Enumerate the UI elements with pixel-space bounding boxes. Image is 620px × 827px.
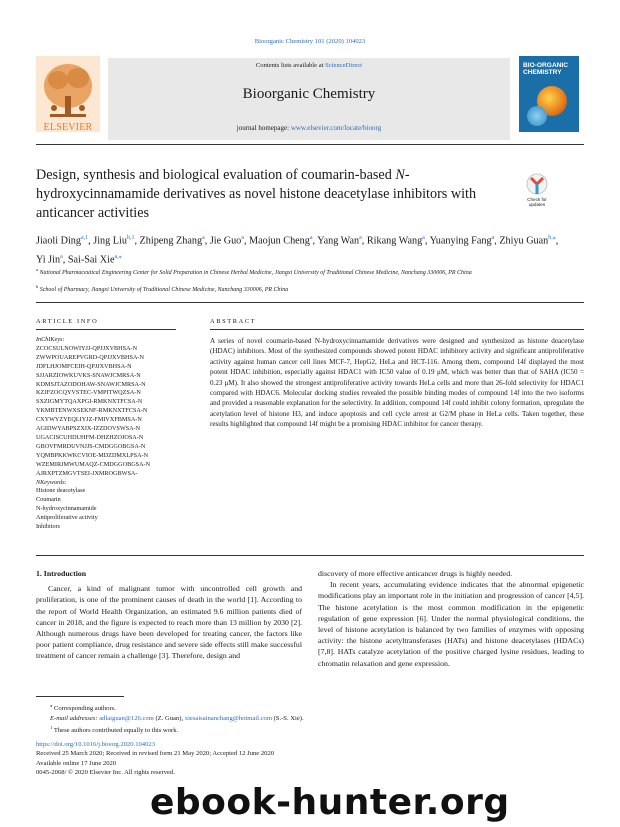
header-rule [36,144,584,145]
author-name: Jing Liu [93,235,127,247]
title-part-3: -hydroxycinnamamide derivatives as novel histone deacetylase inhibitors with anticancer activities [36,167,477,221]
journal-name: Bioorganic Chemistry [242,86,376,102]
author-name: Yuanying Fang [429,235,492,247]
author-affiliation-sup[interactable]: a [309,235,313,241]
author-name: Yi Jin [36,254,61,266]
author-separator: , [88,235,94,247]
journal-cover [519,56,579,132]
author-affiliation-sup[interactable]: a [60,254,63,261]
inchikey-list [36,345,186,479]
email-link-1[interactable]: adlaiguan@126.com [99,714,154,722]
equal-contribution-sup: 1 [50,725,53,730]
author-name: Zhipeng Zhang [139,235,203,247]
author-separator: , [361,235,367,247]
author-affiliation-sup[interactable]: b,1 [126,235,135,241]
author-name: Jie Guo [209,235,242,247]
author-name: Yang Wan [317,235,360,247]
body-column-right [318,568,584,669]
inchikey-item: WZEMIRJMWUMAQZ-CMDGGOBGSA-N [36,460,151,468]
inchikey-item: YKMBTENWXSEKNF-RMKNXTFCSA-N [36,407,148,415]
cover-title-1: BIO-ORGANIC [523,62,569,69]
homepage-prefix: journal homepage: [236,124,291,132]
equal-contribution-note: These authors contributed equally to this work. [53,727,179,735]
inchikey-item: GBOVFMRDUVNJJS-CMDGGOBGSA-N [36,442,146,450]
footnote-rule [36,696,124,697]
cover-title-2: CHEMISTRY [523,69,562,77]
keyword-list [36,487,186,532]
copyright: 0045-2068/ © 2020 Elsevier Inc. All rights reserved. [36,769,175,777]
sciencedirect-link[interactable]: ScienceDirect [325,62,363,69]
author-separator: , [243,235,250,247]
doi-link[interactable]: https://doi.org/10.1016/j.bioorg.2020.104023 [36,741,155,748]
homepage-link[interactable]: www.elsevier.com/locate/bioorg [290,124,382,132]
keywords-label: NKeywords: [36,478,67,486]
body-rule [36,555,584,556]
keyword-item: Histone deacetylase [36,487,86,495]
affiliation-a [36,266,556,277]
contents-prefix: Contents lists available at [255,62,326,69]
author-affiliation-sup[interactable]: a [241,235,244,241]
crossmark-line-2: updates [528,202,546,207]
inchikey-item: CXYWYZYEQLIYJZ-FMIVXFBMSA-N [36,416,142,424]
affiliation-a-text: National Pharmaceutical Engineering Center for Solid Preparation in Chinese Herbal Medicine, Jiangxi University of Traditional Chinese Medicine, Nanchang 330006, PR China [39,270,472,276]
homepage-line [108,124,510,132]
doi-block [36,740,336,778]
inchikeys-label: InChIKeys: [36,336,65,343]
author-affiliation-sup[interactable]: b,⁎ [548,235,556,241]
footnotes [36,701,584,736]
abstract-text: A series of novel coumarin-based N-hydroxycinnamamide derivatives were designed and synthesized as histone deacetylase (HDAC) inhibitors. Most of the synthesized compounds showed potent HDAC inhibitory activity and significant antiproliferative activity against human cancer cell lines MCF-7, HepG2, HeLa and HCT-116. Among them, compound 14f displayed the most potent HDAC inhibition, especially against HDAC1 with IC50 value of 0.19 μM, which was better than that of SAHA (IC50 = 0.23 μM). It also showed the strongest antiproliferative activity towards HeLa cells and more than 26-fold selectivity for HDAC1 compared with HDAC6. Molecular docking studies revealed the possible binding modes of compound 14f into the two isoforms and provided a reasonable explanation for the selectivity. In addition, compound 14f could inhibit colony formation, upregulate the acetylation level of histone H3, and induce apoptosis and cell cycle arrest at G2/M phase in HeLa cells. Taken together, these results highlighted that compound 14f might be a promising HDAC inhibitor for cancer therapy. [210,337,584,429]
affiliation-a-sup: a [36,267,38,272]
intro-paragraph-1: Cancer, a kind of malignant tumor with uncontrolled cell growth and proliferation, is one of the prominent causes of death in the world [1]. According to the report of World Health Organization, an estimated 9.6 million patients died of cancer in 2018, and the figure is expected to reach more than 13 million by 2030 [2]. Although numerous drugs have been developed for treating cancer, the factors like poor patient compliance, drug resistance and severe side effects still make successful treatment of cancer remain a challenge [3]. Therefore, design and [36,584,302,661]
author-affiliation-sup[interactable]: a [359,235,362,241]
author-affiliation-sup[interactable]: a,⁎ [114,254,122,261]
affiliation-b-sup: b [36,284,39,289]
article-info-heading: ARTICLE INFO [36,318,99,325]
affiliation-b [36,283,556,294]
inchikey-item: YQMBPKKWKCVIOE-MDZDMXLPSA-N [36,451,149,459]
author-name: Maojun Cheng [249,235,310,247]
article-info-list [36,336,186,532]
title-part-1: Design, synthesis and biological evaluation of coumarin-based [36,167,396,183]
inchikey-item: AGIDWYABPSZXIX-IZZDOVSWSA-N [36,425,141,433]
inchikey-item: JDFLHJOMFCEIH-QPJJXVBHSA-N [36,362,132,370]
author-name: Jiaoli Ding [36,235,81,247]
email-1-who: (Z. Guan), [153,714,185,722]
inchikey-item: KDMSJTAZODOHAW-SNAWJCMRSA-N [36,380,146,388]
abstract-heading: ABSTRACT [210,318,257,325]
journal-reference[interactable]: Bioorganic Chemistry 101 (2020) 104023 [254,38,366,45]
abstract-rule [210,329,584,330]
article-title [36,166,506,223]
title-part-2: N [395,167,405,183]
author-list [36,230,566,269]
author-separator: , [312,235,318,247]
author-affiliation-sup[interactable]: a,1 [81,235,89,241]
inchikey-item: SJJARZIOWKUVKS-SNAWJCMRSA-N [36,371,141,379]
section-rule [36,302,584,303]
available-online: Available online 17 June 2020 [36,759,117,767]
email-2-who: (S.-S. Xie). [271,714,304,722]
author-affiliation-sup[interactable]: a [422,235,425,241]
author-name: Zhiyu Guan [499,235,549,247]
intro-paragraph-1-cont: discovery of more effective anticancer drugs is highly needed. [318,569,513,578]
keyword-item: Antiproliferative activity [36,514,98,522]
affiliation-b-text: School of Pharmacy, Jiangxi University of Traditional Chinese Medicine, Nanchang 330006, PR China [39,287,289,293]
author-affiliation-sup[interactable]: a [202,235,205,241]
watermark: ebook-hunter.org [150,782,510,823]
author-name: Rikang Wang [366,235,423,247]
section-heading: 1. Introduction [36,569,87,578]
inchikey-item: SXZIGMYTQAXPGI-RMKNXTFCSA-N [36,398,143,406]
cover-sphere-icon [527,106,547,126]
author-separator: , [424,235,430,247]
inchikey-item: KZJFZOCQYVSTEC-VMPITWQZSA-N [36,389,141,397]
author-name: Sai-Sai Xie [67,254,115,266]
corresponding-note: Corresponding authors. [53,705,116,713]
publisher-name: ELSEVIER [43,122,93,133]
body-column-left [36,568,302,662]
contents-line [108,62,510,69]
corresponding-sup: ⁎ [50,703,53,708]
author-separator: , [555,235,559,247]
author-separator: , [494,235,500,247]
author-affiliation-sup[interactable]: a [491,235,495,241]
intro-paragraph-2: In recent years, accumulating evidence indicates that the abnormal epigenetic modifications play an important role in the initiation and progression of cancer [4,5]. The histone acetylation is the most common modification in the epigenetic regulation of gene expression [6]. Under the normal physiological conditions, the level of histone acetylation is balanced by two families of enzymes with opposing activity: the histone acetyltransferases (HATs) and histone deacetylases (HDACs) [7,8]. HATs catalyze acetylation of the positive charged lysine residues, leading to chromatin relaxation and gene expression. [318,580,584,668]
email-label: E-mail addresses: [50,714,100,722]
author-separator: , [134,235,140,247]
inchikey-item: UGACISCUHDUHFM-DHZHZOJOSA-N [36,433,144,441]
author-separator: , [62,254,68,266]
inchikey-item: ZWWPOUAREPVGRD-QPJJXVBHSA-N [36,353,144,361]
crossmark-line-1: Check for [527,197,547,202]
keyword-item: Inhibitors [36,523,61,531]
inchikey-item: ZCOCSULNOWIYJJ-QPJJXVBHSA-N [36,344,138,352]
keyword-item: N-hydroxycinnamamide [36,505,97,513]
keyword-item: Coumarin [36,496,61,504]
crossmark-label[interactable] [516,197,558,207]
author-separator: , [204,235,210,247]
article-info-rule [36,329,176,330]
inchikey-item: AJRXPTZMGVTSEI-JXMROGBWSA- [36,469,138,477]
email-link-2[interactable]: xiesaisainanchang@hotmail.com [184,714,272,722]
elsevier-tree-icon [36,56,100,132]
received-dates: Received 25 March 2020; Received in revised form 21 May 2020; Accepted 12 June 2020 [36,750,275,758]
